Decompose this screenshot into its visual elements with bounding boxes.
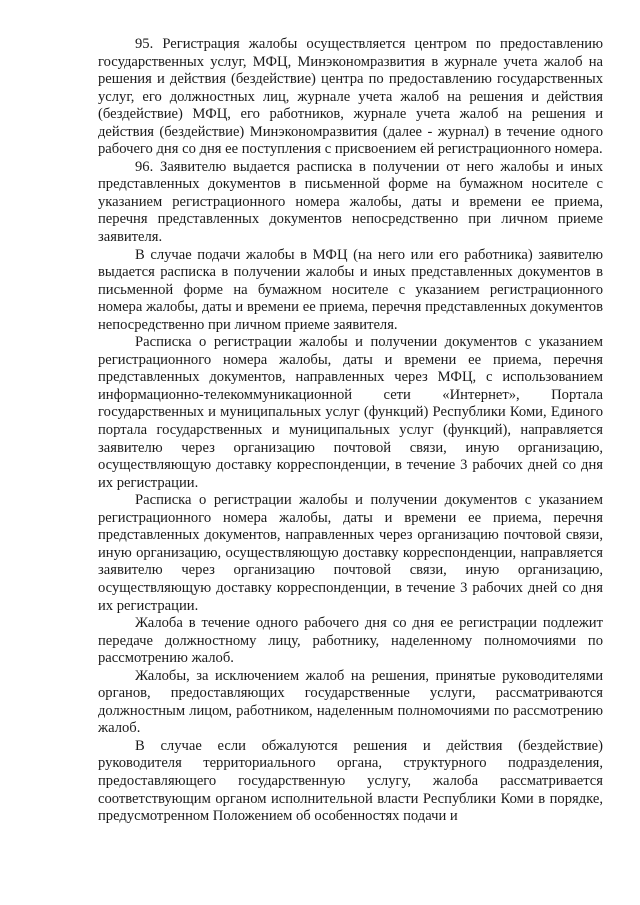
paragraph-96: 96. Заявителю выдается расписка в получении от него жалобы и иных представленных документов в письменной форме на бумажном носителе с указанием регистрационного номера жалобы, даты и времени ее приема, перечня представленных документов непосредственно при личном приеме заявителя.: [98, 158, 603, 246]
paragraph-mfc-receipt: В случае подачи жалобы в МФЦ (на него или его работника) заявителю выдается расписка в получении жалобы и иных представленных документов в письменной форме на бумажном носителе с указанием регистрационного номера жалобы, даты и времени ее приема, перечня представленных документов непосредственно при личном приеме заявителя.: [98, 246, 603, 333]
paragraph-consideration: Жалобы, за исключением жалоб на решения, принятые руководителями органов, предоставляющих государственные услуги, рассматриваются должностным лицом, работником, наделенным полномочиями по рассмотрению жалоб.: [98, 667, 603, 737]
paragraph-95: 95. Регистрация жалобы осуществляется центром по предоставлению государственных услуг, МФЦ, Минэкономразвития в журнале учета жалоб на решения и действия (бездействие) центра по предоставлению государственных услуг, его должностных лиц, журнале учета жалоб на решения и действия (бездействие) МФЦ, его работников, журнале учета жалоб на решения и действия (бездействие) Минэкономразвития (далее - журнал) в течение одного рабочего дня со дня ее поступления с присвоением ей регистрационного номера.: [98, 36, 603, 158]
paragraph-receipt-post: Расписка о регистрации жалобы и получении документов с указанием регистрационного номера жалобы, даты и времени ее приема, перечня представленных документов, направленных через организацию почтовой связи, иную организацию, осуществляющую доставку корреспонденции, направляется заявителю через организацию почтовой связи, иную организацию, осуществляющую доставку корреспонденции, в течение 3 рабочих дней со дня их регистрации.: [98, 492, 603, 614]
document-page: [98, 36, 603, 826]
paragraph-transfer: Жалоба в течение одного рабочего дня со дня ее регистрации подлежит передаче должностному лицу, работнику, наделенному полномочиями по рассмотрению жалоб.: [98, 615, 603, 667]
paragraph-receipt-internet: Расписка о регистрации жалобы и получении документов с указанием регистрационного номера жалобы, даты и времени ее приема, перечня представленных документов, направленных через МФЦ, с использованием информационно-телекоммуникационной сети «Интернет», Портала государственных и муниципальных услуг (функций) Республики Коми, Единого портала государственных и муниципальных услуг (функций), направляется заявителю через организацию почтовой связи, иную организацию, осуществляющую доставку корреспонденции, в течение 3 рабочих дней со дня их регистрации.: [98, 334, 603, 491]
paragraph-territorial-organ: В случае если обжалуются решения и действия (бездействие) руководителя территориального органа, структурного подразделения, предоставляющего государственную услугу, жалоба рассматривается соответствующим органом исполнительной власти Республики Коми в порядке, предусмотренном Положением об особенностях подачи и: [98, 737, 603, 825]
